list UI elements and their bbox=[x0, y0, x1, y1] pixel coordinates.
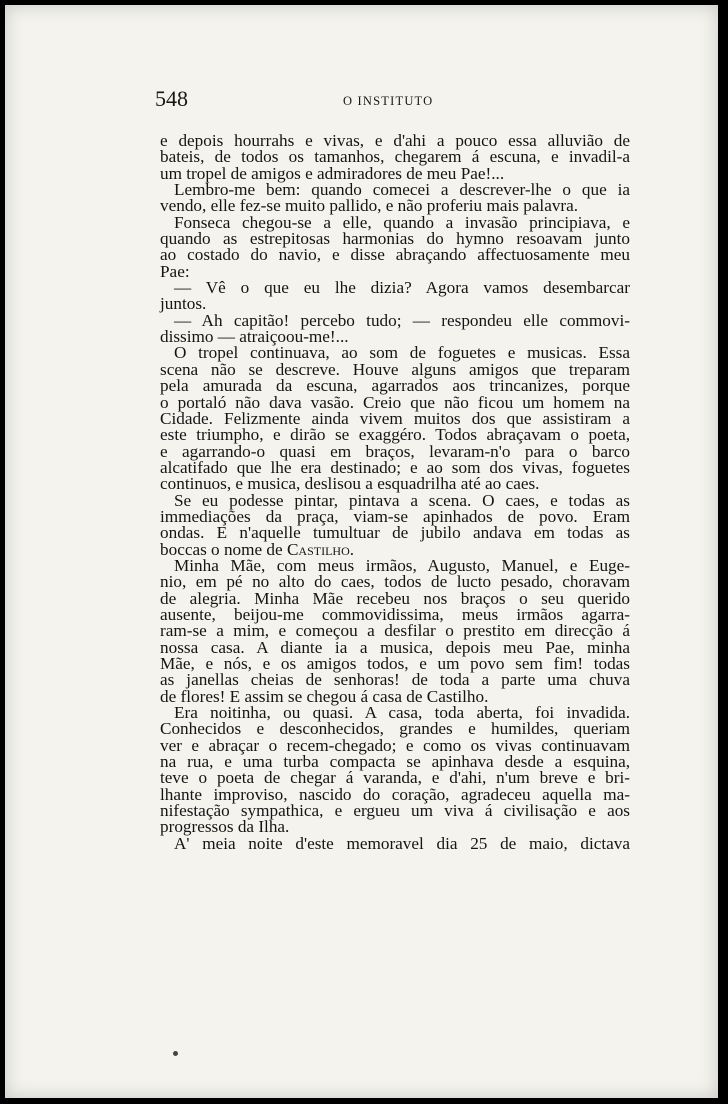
text-line: pela amurada da escuna, agarrados aos trincanizes, porque bbox=[160, 376, 630, 396]
text-line: juntos. bbox=[160, 294, 207, 314]
text-line: scena não se descreve. Houve alguns amigos que treparam bbox=[160, 359, 630, 379]
text-line: immediações da praça, viam-se apinhados de povo. Eram bbox=[160, 506, 630, 526]
text-line: de alegria. Minha Mãe recebeu nos braços o seu querido bbox=[160, 588, 630, 608]
text-line: nifestação sympathica, e ergueu um viva á civilisação e aos bbox=[160, 801, 630, 821]
running-title: O INSTITUTO bbox=[343, 94, 434, 108]
text-line: lhante improviso, nascido do coração, agradeceu aquella ma- bbox=[160, 784, 630, 804]
text-line: teve o poeta de chegar á varanda, e d'ahi, n'um breve e bri- bbox=[160, 768, 630, 788]
text-line: Pae: bbox=[160, 261, 190, 281]
text-line: O tropel continuava, ao som de foguetes e musicas. Essa bbox=[174, 343, 630, 363]
text-line: nio, em pé no alto do caes, todos de lucto pesado, choravam bbox=[160, 572, 630, 592]
text-line: e depois hourrahs e vivas, e d'ahi a pouco essa alluvião de bbox=[160, 131, 630, 150]
text-line: vendo, elle fez-se muito pallido, e não proferiu mais palavra. bbox=[160, 196, 579, 216]
text-line: este triumpho, e dirão se exaggéro. Todos abraçavam o poeta, bbox=[160, 425, 630, 445]
text-line: Minha Mãe, com meus irmãos, Augusto, Manuel, e Euge- bbox=[174, 555, 630, 575]
text-line: Mãe, e nós, e os amigos todos, e um povo sem fim! todas bbox=[160, 654, 630, 673]
text-line: ausente, beijou-me commovidissima, meus irmãos agarra- bbox=[160, 604, 630, 624]
text-line: e agarrando-o quasi em braços, levaram-n'o para o barco bbox=[160, 441, 630, 461]
text-line: dissimo — atraiçoou-me!... bbox=[160, 327, 349, 347]
text-line: — Ah capitão! percebo tudo; — respondeu elle commovi- bbox=[174, 310, 630, 330]
body-text bbox=[160, 133, 630, 852]
text-line: Cidade. Felizmente ainda vivem muitos dos que assistiram a bbox=[160, 408, 630, 428]
text-line: progressos da Ilha. bbox=[160, 817, 290, 837]
text-line: bateis, de todos os tamanhos, chegarem á escuna, e invadil-a bbox=[160, 147, 630, 167]
page-number: 548 bbox=[155, 86, 188, 111]
text-line: Conhecidos e desconhecidos, grandes e humildes, queriam bbox=[160, 719, 630, 739]
ink-speck bbox=[173, 1051, 178, 1056]
text-line: quando as estrepitosas harmonias do hymno resoavam junto bbox=[160, 229, 630, 249]
text-line: o portaló não dava vasão. Creio que não ficou um homem na bbox=[160, 392, 630, 412]
text-line: um tropel de amigos e admiradores de meu Pae!... bbox=[160, 163, 505, 183]
text-line: Fonseca chegou-se a elle, quando a invasão principiava, e bbox=[174, 212, 630, 232]
text-line: ondas. E n'aquelle tumultuar de jubilo andava em todas as bbox=[160, 523, 630, 543]
text-line: Era noitinha, ou quasi. A casa, toda aberta, foi invadida. bbox=[174, 703, 630, 723]
text-line: — Vê o que eu lhe dizia? Agora vamos desembarcar bbox=[174, 278, 630, 298]
text-line: A' meia noite d'este memoravel dia 25 de maio, dictava bbox=[174, 833, 630, 853]
text-line: Lembro-me bem: quando comecei a descrever-lhe o que ia bbox=[174, 180, 630, 200]
text-line: as janellas cheias de senhoras! de toda a parte uma chuva bbox=[160, 670, 630, 690]
text-line: de flores! E assim se chegou á casa de Castilho. bbox=[160, 686, 489, 706]
text-line: ver e abraçar o recem-chegado; e como os vivas continuavam bbox=[160, 735, 630, 755]
text-line: ao costado do navio, e disse abraçando affectuosamente meu bbox=[160, 245, 630, 265]
text-line: na rua, e uma turba compacta se apinhava desde a esquina, bbox=[160, 752, 630, 772]
text-line: Se eu podesse pintar, pintava a scena. O caes, e todas as bbox=[174, 490, 630, 510]
text-line: boccas o nome de Castilho. bbox=[160, 539, 355, 559]
text-line: nossa casa. A diante ia a musica, depois meu Pae, minha bbox=[160, 637, 630, 657]
text-line: ram-se a mim, e começou a desfilar o prestito em direcção á bbox=[160, 621, 630, 641]
text-line: alcatifado que lhe era destinado; e ao som dos vivas, foguetes bbox=[160, 457, 630, 477]
text-line: continuos, e musica, deslisou a esquadrilha até ao caes. bbox=[160, 474, 540, 494]
page-header bbox=[155, 86, 635, 116]
